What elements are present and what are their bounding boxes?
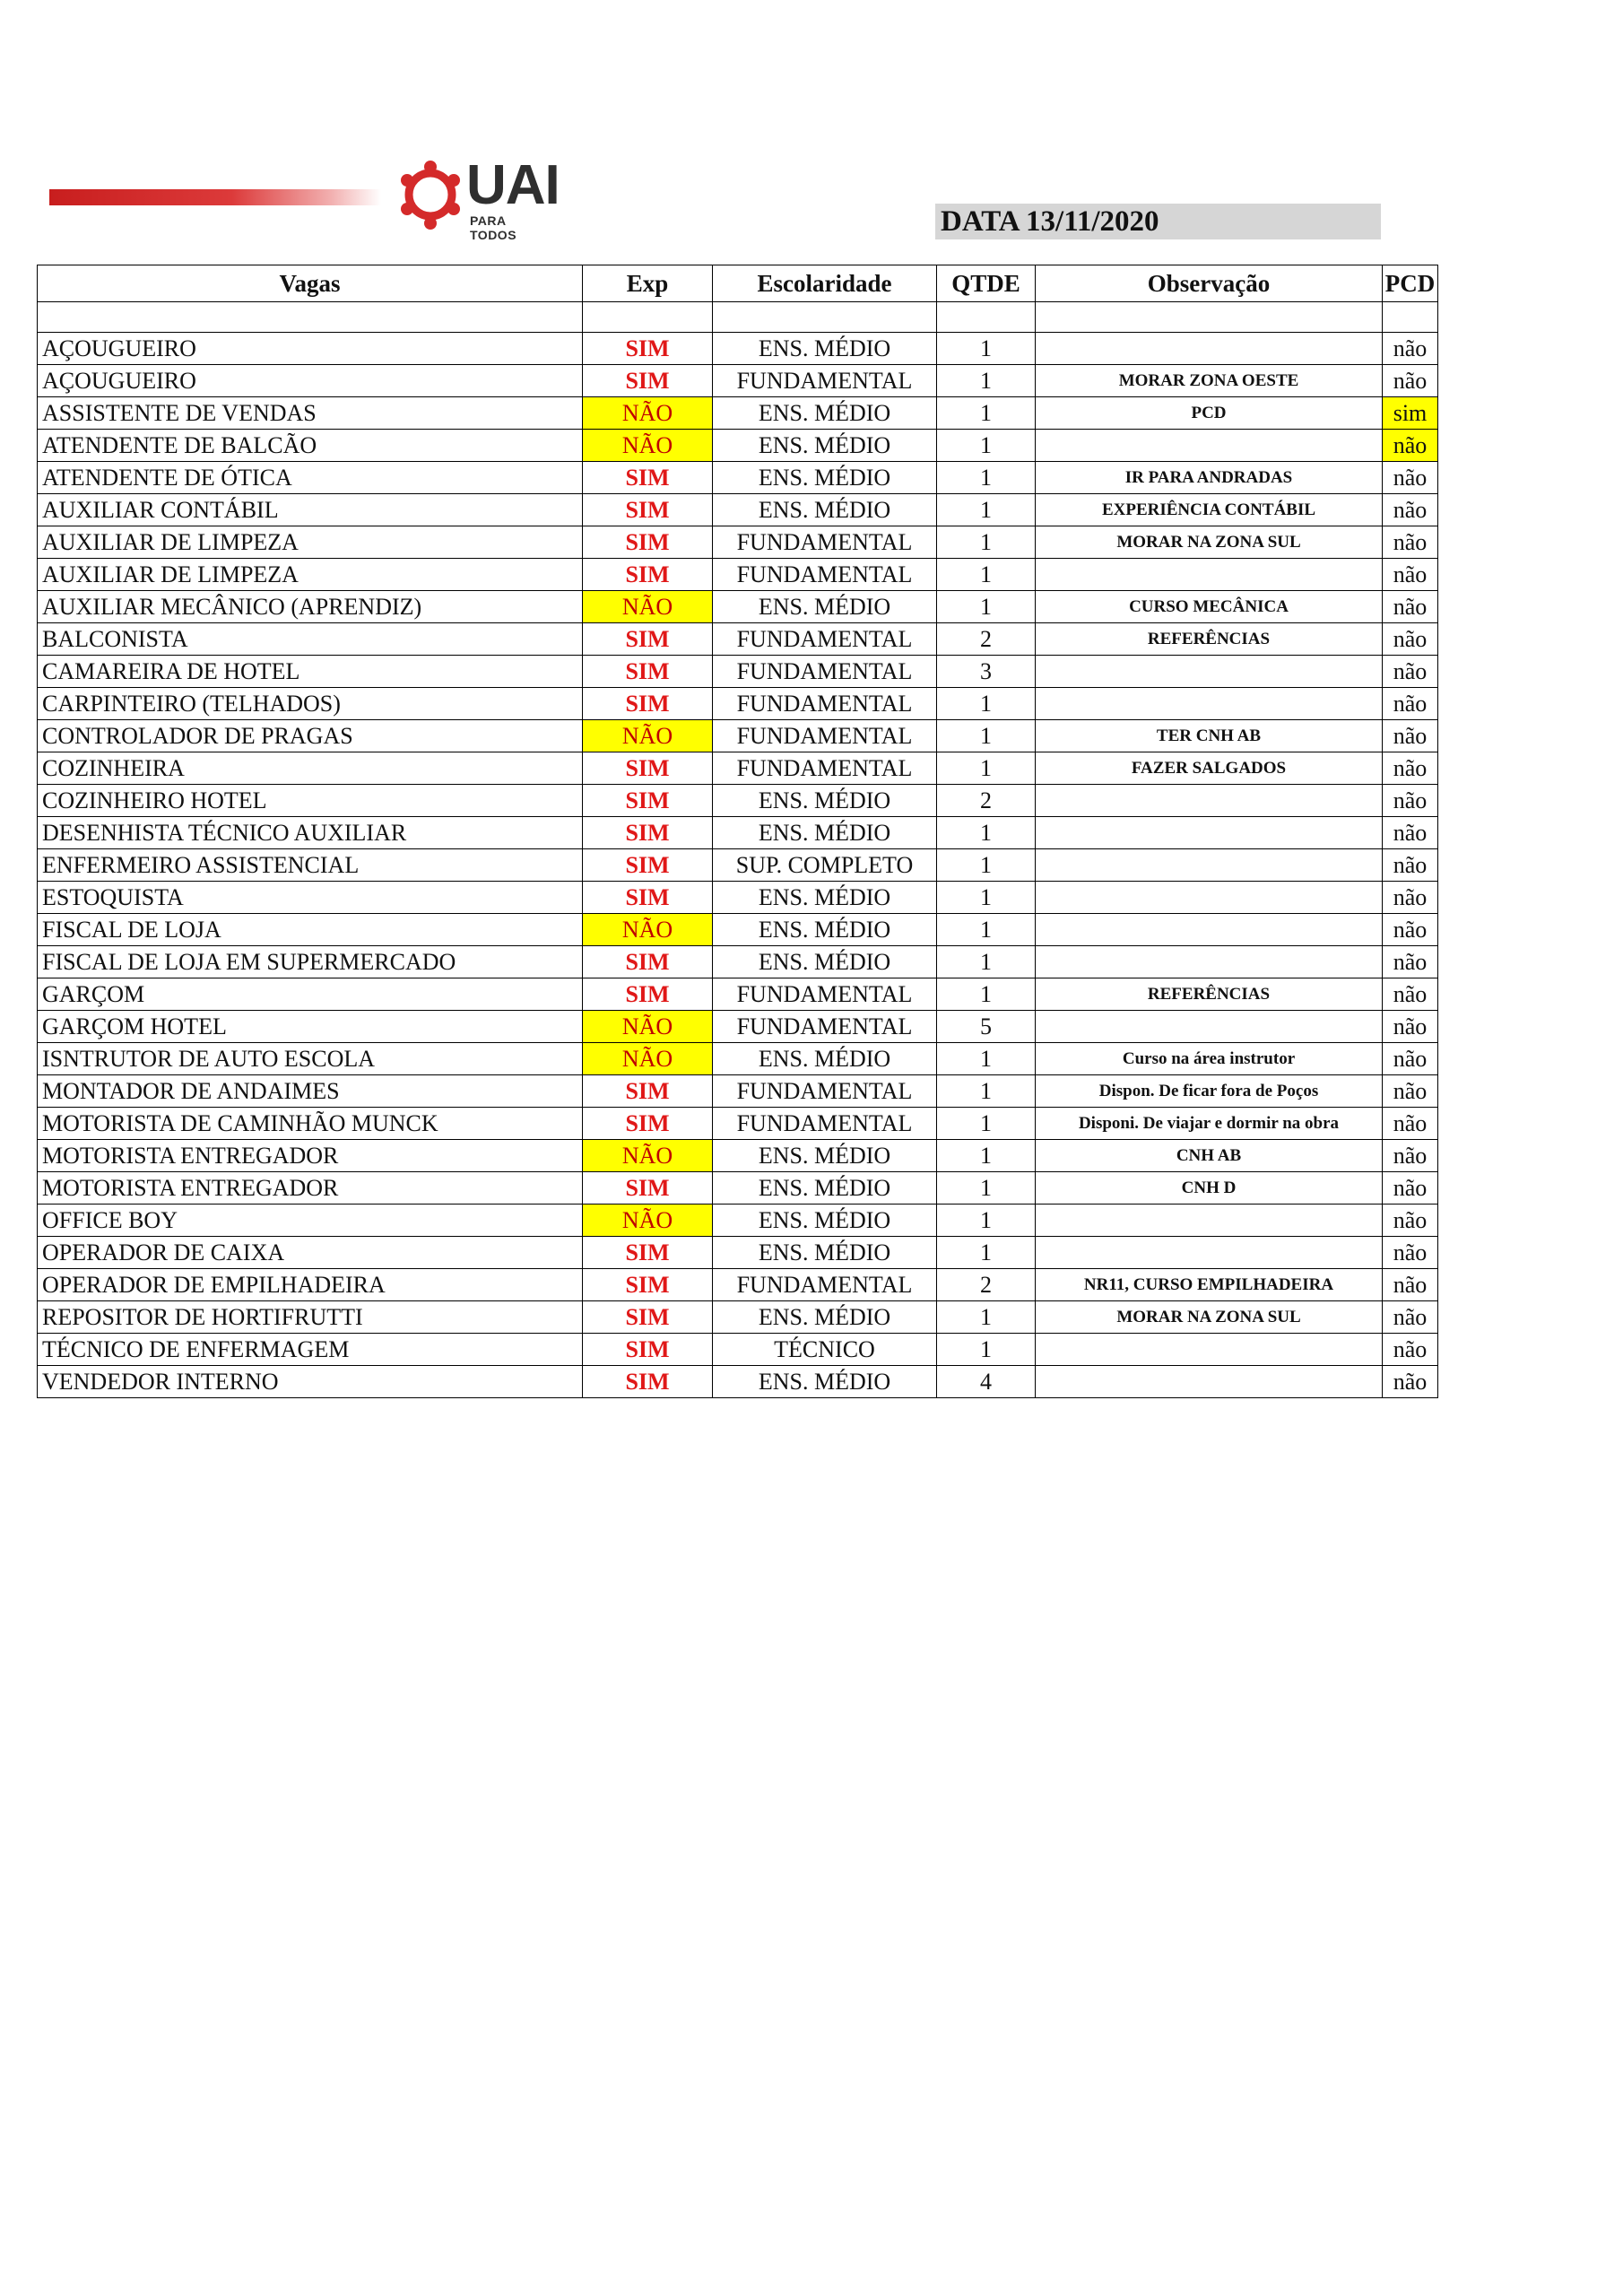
cell-vaga: AUXILIAR MECÂNICO (APRENDIZ) <box>38 591 583 623</box>
cell-vaga: CARPINTEIRO (TELHADOS) <box>38 688 583 720</box>
cell-qtde: 2 <box>937 623 1036 656</box>
table-row <box>38 1334 1438 1366</box>
cell-pcd: não <box>1383 1366 1438 1398</box>
cell-escolaridade: ENS. MÉDIO <box>713 882 937 914</box>
cell-qtde: 1 <box>937 817 1036 849</box>
cell-pcd: não <box>1383 656 1438 688</box>
cell-qtde: 1 <box>937 1205 1036 1237</box>
cell-exp: NÃO <box>583 591 713 623</box>
cell-exp: SIM <box>583 1269 713 1301</box>
cell-qtde: 1 <box>937 978 1036 1011</box>
cell-exp: SIM <box>583 365 713 397</box>
header-qtde: QTDE <box>937 265 1036 302</box>
cell-pcd: não <box>1383 1301 1438 1334</box>
cell-vaga: VENDEDOR INTERNO <box>38 1366 583 1398</box>
cell-vaga: BALCONISTA <box>38 623 583 656</box>
header-red-stripe <box>49 189 381 205</box>
cell-pcd: não <box>1383 430 1438 462</box>
table-row <box>38 1301 1438 1334</box>
cell-qtde: 4 <box>937 1366 1036 1398</box>
cell-exp: SIM <box>583 752 713 785</box>
cell-exp: SIM <box>583 1301 713 1334</box>
cell-qtde: 1 <box>937 752 1036 785</box>
date-label: DATA 13/11/2020 <box>935 204 1381 239</box>
cell-qtde: 1 <box>937 526 1036 559</box>
cell-exp: NÃO <box>583 914 713 946</box>
cell-exp: SIM <box>583 462 713 494</box>
cell-qtde: 1 <box>937 946 1036 978</box>
table-header-row <box>38 265 1438 302</box>
cell-exp: NÃO <box>583 1043 713 1075</box>
cell-escolaridade: ENS. MÉDIO <box>713 494 937 526</box>
cell-vaga: GARÇOM HOTEL <box>38 1011 583 1043</box>
cell-escolaridade: ENS. MÉDIO <box>713 1140 937 1172</box>
cell-escolaridade: FUNDAMENTAL <box>713 526 937 559</box>
cell-pcd: não <box>1383 1172 1438 1205</box>
cell-escolaridade: ENS. MÉDIO <box>713 1366 937 1398</box>
cell-qtde: 1 <box>937 1043 1036 1075</box>
cell-observacao: CNH D <box>1036 1172 1383 1205</box>
cell-qtde: 1 <box>937 397 1036 430</box>
cell-escolaridade: TÉCNICO <box>713 1334 937 1366</box>
header-escolaridade: Escolaridade <box>713 265 937 302</box>
cell-exp: SIM <box>583 882 713 914</box>
cell-observacao: TER CNH AB <box>1036 720 1383 752</box>
cell-exp: NÃO <box>583 1140 713 1172</box>
cell-exp: NÃO <box>583 397 713 430</box>
cell-pcd: não <box>1383 1237 1438 1269</box>
cell-exp: SIM <box>583 785 713 817</box>
cell-qtde: 1 <box>937 430 1036 462</box>
cell-observacao <box>1036 1011 1383 1043</box>
cell-pcd: não <box>1383 494 1438 526</box>
cell-observacao <box>1036 946 1383 978</box>
table-row <box>38 494 1438 526</box>
cell-escolaridade: FUNDAMENTAL <box>713 688 937 720</box>
cell-pcd: não <box>1383 817 1438 849</box>
cell-pcd: não <box>1383 462 1438 494</box>
table-row <box>38 623 1438 656</box>
cell-pcd: não <box>1383 1205 1438 1237</box>
cell-escolaridade: FUNDAMENTAL <box>713 752 937 785</box>
cell-exp: SIM <box>583 817 713 849</box>
cell-observacao <box>1036 849 1383 882</box>
cell-observacao: FAZER SALGADOS <box>1036 752 1383 785</box>
cell-escolaridade: ENS. MÉDIO <box>713 462 937 494</box>
table-row <box>38 333 1438 365</box>
cell-vaga: ENFERMEIRO ASSISTENCIAL <box>38 849 583 882</box>
table-row <box>38 946 1438 978</box>
cell-qtde: 1 <box>937 849 1036 882</box>
table-row <box>38 720 1438 752</box>
cell-qtde: 1 <box>937 591 1036 623</box>
table-row <box>38 462 1438 494</box>
cell-qtde: 1 <box>937 914 1036 946</box>
cell-observacao: NR11, CURSO EMPILHADEIRA <box>1036 1269 1383 1301</box>
cell-vaga: AUXILIAR CONTÁBIL <box>38 494 583 526</box>
cell-exp: SIM <box>583 1334 713 1366</box>
cell-pcd: não <box>1383 1140 1438 1172</box>
cell-qtde: 1 <box>937 559 1036 591</box>
cell-escolaridade: FUNDAMENTAL <box>713 1269 937 1301</box>
cell-observacao <box>1036 817 1383 849</box>
cell-observacao: CURSO MECÂNICA <box>1036 591 1383 623</box>
cell-escolaridade: FUNDAMENTAL <box>713 1011 937 1043</box>
cell-pcd: não <box>1383 1269 1438 1301</box>
cell-qtde: 2 <box>937 785 1036 817</box>
cell-vaga: AUXILIAR DE LIMPEZA <box>38 526 583 559</box>
logo-people-ring-icon <box>395 158 466 235</box>
cell-exp: SIM <box>583 946 713 978</box>
cell-exp: SIM <box>583 978 713 1011</box>
table-row <box>38 1237 1438 1269</box>
cell-pcd: não <box>1383 785 1438 817</box>
table-row <box>38 785 1438 817</box>
cell-observacao: PCD <box>1036 397 1383 430</box>
cell-qtde: 1 <box>937 882 1036 914</box>
cell-vaga: ATENDENTE DE ÓTICA <box>38 462 583 494</box>
cell-exp: NÃO <box>583 720 713 752</box>
cell-exp: SIM <box>583 1075 713 1108</box>
cell-observacao <box>1036 1366 1383 1398</box>
cell-observacao <box>1036 559 1383 591</box>
cell-escolaridade: FUNDAMENTAL <box>713 720 937 752</box>
cell-vaga: OPERADOR DE EMPILHADEIRA <box>38 1269 583 1301</box>
cell-vaga: ATENDENTE DE BALCÃO <box>38 430 583 462</box>
table-row <box>38 1011 1438 1043</box>
cell-observacao <box>1036 1205 1383 1237</box>
cell-observacao: Dispon. De ficar fora de Poços <box>1036 1075 1383 1108</box>
table-row <box>38 656 1438 688</box>
cell-vaga: COZINHEIRA <box>38 752 583 785</box>
cell-observacao: MORAR ZONA OESTE <box>1036 365 1383 397</box>
cell-pcd: não <box>1383 1043 1438 1075</box>
cell-vaga: FISCAL DE LOJA <box>38 914 583 946</box>
table-row <box>38 1043 1438 1075</box>
cell-exp: SIM <box>583 1172 713 1205</box>
table-row <box>38 1075 1438 1108</box>
cell-pcd: não <box>1383 688 1438 720</box>
table-row <box>38 1108 1438 1140</box>
table-row <box>38 914 1438 946</box>
table-row <box>38 591 1438 623</box>
cell-vaga: CONTROLADOR DE PRAGAS <box>38 720 583 752</box>
cell-pcd: não <box>1383 591 1438 623</box>
table-row <box>38 817 1438 849</box>
cell-escolaridade: ENS. MÉDIO <box>713 1205 937 1237</box>
cell-observacao: Curso na área instrutor <box>1036 1043 1383 1075</box>
cell-pcd: sim <box>1383 397 1438 430</box>
cell-pcd: não <box>1383 1108 1438 1140</box>
cell-escolaridade: ENS. MÉDIO <box>713 591 937 623</box>
cell-observacao <box>1036 430 1383 462</box>
table-row <box>38 882 1438 914</box>
cell-exp: SIM <box>583 1237 713 1269</box>
cell-observacao: Disponi. De viajar e dormir na obra <box>1036 1108 1383 1140</box>
cell-pcd: não <box>1383 882 1438 914</box>
cell-escolaridade: ENS. MÉDIO <box>713 914 937 946</box>
cell-pcd: não <box>1383 333 1438 365</box>
cell-vaga: GARÇOM <box>38 978 583 1011</box>
cell-observacao <box>1036 1334 1383 1366</box>
cell-pcd: não <box>1383 365 1438 397</box>
table-row <box>38 1205 1438 1237</box>
cell-vaga: AUXILIAR DE LIMPEZA <box>38 559 583 591</box>
cell-observacao <box>1036 882 1383 914</box>
cell-escolaridade: FUNDAMENTAL <box>713 365 937 397</box>
table-row <box>38 397 1438 430</box>
cell-vaga: REPOSITOR DE HORTIFRUTTI <box>38 1301 583 1334</box>
cell-vaga: ASSISTENTE DE VENDAS <box>38 397 583 430</box>
cell-pcd: não <box>1383 849 1438 882</box>
cell-exp: SIM <box>583 494 713 526</box>
cell-vaga: OFFICE BOY <box>38 1205 583 1237</box>
cell-exp: SIM <box>583 688 713 720</box>
cell-observacao <box>1036 333 1383 365</box>
cell-escolaridade: SUP. COMPLETO <box>713 849 937 882</box>
cell-pcd: não <box>1383 1075 1438 1108</box>
cell-exp: NÃO <box>583 1205 713 1237</box>
cell-qtde: 1 <box>937 1237 1036 1269</box>
cell-exp: SIM <box>583 849 713 882</box>
cell-observacao <box>1036 656 1383 688</box>
cell-escolaridade: ENS. MÉDIO <box>713 785 937 817</box>
cell-qtde: 1 <box>937 1075 1036 1108</box>
cell-escolaridade: FUNDAMENTAL <box>713 656 937 688</box>
cell-exp: NÃO <box>583 430 713 462</box>
cell-vaga: CAMAREIRA DE HOTEL <box>38 656 583 688</box>
cell-vaga: AÇOUGUEIRO <box>38 333 583 365</box>
cell-qtde: 1 <box>937 1334 1036 1366</box>
cell-vaga: MOTORISTA ENTREGADOR <box>38 1140 583 1172</box>
cell-qtde: 3 <box>937 656 1036 688</box>
cell-pcd: não <box>1383 559 1438 591</box>
cell-escolaridade: ENS. MÉDIO <box>713 817 937 849</box>
cell-pcd: não <box>1383 526 1438 559</box>
table-row <box>38 365 1438 397</box>
cell-exp: SIM <box>583 559 713 591</box>
cell-escolaridade: ENS. MÉDIO <box>713 1301 937 1334</box>
cell-qtde: 1 <box>937 720 1036 752</box>
header-vagas: Vagas <box>38 265 583 302</box>
cell-escolaridade: ENS. MÉDIO <box>713 333 937 365</box>
cell-exp: SIM <box>583 333 713 365</box>
cell-qtde: 1 <box>937 462 1036 494</box>
table-row <box>38 1140 1438 1172</box>
table-row <box>38 978 1438 1011</box>
cell-exp: SIM <box>583 1366 713 1398</box>
header-pcd: PCD <box>1383 265 1438 302</box>
cell-qtde: 1 <box>937 1140 1036 1172</box>
cell-qtde: 1 <box>937 365 1036 397</box>
cell-observacao <box>1036 1237 1383 1269</box>
cell-observacao <box>1036 688 1383 720</box>
cell-observacao: IR PARA ANDRADAS <box>1036 462 1383 494</box>
cell-qtde: 1 <box>937 1172 1036 1205</box>
cell-vaga: MONTADOR DE ANDAIMES <box>38 1075 583 1108</box>
cell-escolaridade: FUNDAMENTAL <box>713 978 937 1011</box>
blank-row <box>38 302 1438 333</box>
cell-vaga: FISCAL DE LOJA EM SUPERMERCADO <box>38 946 583 978</box>
cell-exp: SIM <box>583 1108 713 1140</box>
cell-observacao <box>1036 914 1383 946</box>
cell-escolaridade: FUNDAMENTAL <box>713 623 937 656</box>
cell-vaga: OPERADOR DE CAIXA <box>38 1237 583 1269</box>
header-exp: Exp <box>583 265 713 302</box>
cell-escolaridade: ENS. MÉDIO <box>713 1237 937 1269</box>
cell-escolaridade: ENS. MÉDIO <box>713 1172 937 1205</box>
cell-qtde: 5 <box>937 1011 1036 1043</box>
cell-observacao: REFERÊNCIAS <box>1036 978 1383 1011</box>
cell-exp: SIM <box>583 623 713 656</box>
cell-observacao: MORAR NA ZONA SUL <box>1036 1301 1383 1334</box>
table-row <box>38 1366 1438 1398</box>
cell-escolaridade: FUNDAMENTAL <box>713 1075 937 1108</box>
cell-observacao: MORAR NA ZONA SUL <box>1036 526 1383 559</box>
logo-wordmark: UAI <box>466 154 560 216</box>
cell-escolaridade: ENS. MÉDIO <box>713 397 937 430</box>
cell-exp: SIM <box>583 656 713 688</box>
table-row <box>38 559 1438 591</box>
cell-exp: SIM <box>583 526 713 559</box>
cell-vaga: MOTORISTA DE CAMINHÃO MUNCK <box>38 1108 583 1140</box>
cell-pcd: não <box>1383 1011 1438 1043</box>
cell-observacao: REFERÊNCIAS <box>1036 623 1383 656</box>
cell-qtde: 1 <box>937 1301 1036 1334</box>
table-row <box>38 688 1438 720</box>
table-row <box>38 1269 1438 1301</box>
cell-exp: NÃO <box>583 1011 713 1043</box>
cell-pcd: não <box>1383 623 1438 656</box>
cell-vaga: DESENHISTA TÉCNICO AUXILIAR <box>38 817 583 849</box>
cell-vaga: COZINHEIRO HOTEL <box>38 785 583 817</box>
cell-qtde: 1 <box>937 1108 1036 1140</box>
cell-qtde: 2 <box>937 1269 1036 1301</box>
table-row <box>38 526 1438 559</box>
cell-vaga: MOTORISTA ENTREGADOR <box>38 1172 583 1205</box>
cell-escolaridade: ENS. MÉDIO <box>713 430 937 462</box>
table-row <box>38 752 1438 785</box>
cell-pcd: não <box>1383 946 1438 978</box>
table-row <box>38 849 1438 882</box>
cell-observacao: EXPERIÊNCIA CONTÁBIL <box>1036 494 1383 526</box>
cell-observacao <box>1036 785 1383 817</box>
cell-vaga: TÉCNICO DE ENFERMAGEM <box>38 1334 583 1366</box>
cell-escolaridade: FUNDAMENTAL <box>713 1108 937 1140</box>
logo-tagline: PARA TODOS <box>470 213 517 242</box>
cell-vaga: AÇOUGUEIRO <box>38 365 583 397</box>
header-observacao: Observação <box>1036 265 1383 302</box>
job-vacancies-table <box>37 265 1438 1398</box>
uai-logo <box>395 154 560 242</box>
cell-qtde: 1 <box>937 333 1036 365</box>
cell-qtde: 1 <box>937 688 1036 720</box>
cell-vaga: ESTOQUISTA <box>38 882 583 914</box>
cell-escolaridade: ENS. MÉDIO <box>713 1043 937 1075</box>
cell-observacao: CNH AB <box>1036 1140 1383 1172</box>
cell-vaga: ISNTRUTOR DE AUTO ESCOLA <box>38 1043 583 1075</box>
cell-pcd: não <box>1383 1334 1438 1366</box>
cell-pcd: não <box>1383 752 1438 785</box>
cell-escolaridade: FUNDAMENTAL <box>713 559 937 591</box>
table-row <box>38 430 1438 462</box>
cell-escolaridade: ENS. MÉDIO <box>713 946 937 978</box>
cell-pcd: não <box>1383 978 1438 1011</box>
cell-qtde: 1 <box>937 494 1036 526</box>
table-row <box>38 1172 1438 1205</box>
cell-pcd: não <box>1383 914 1438 946</box>
cell-pcd: não <box>1383 720 1438 752</box>
